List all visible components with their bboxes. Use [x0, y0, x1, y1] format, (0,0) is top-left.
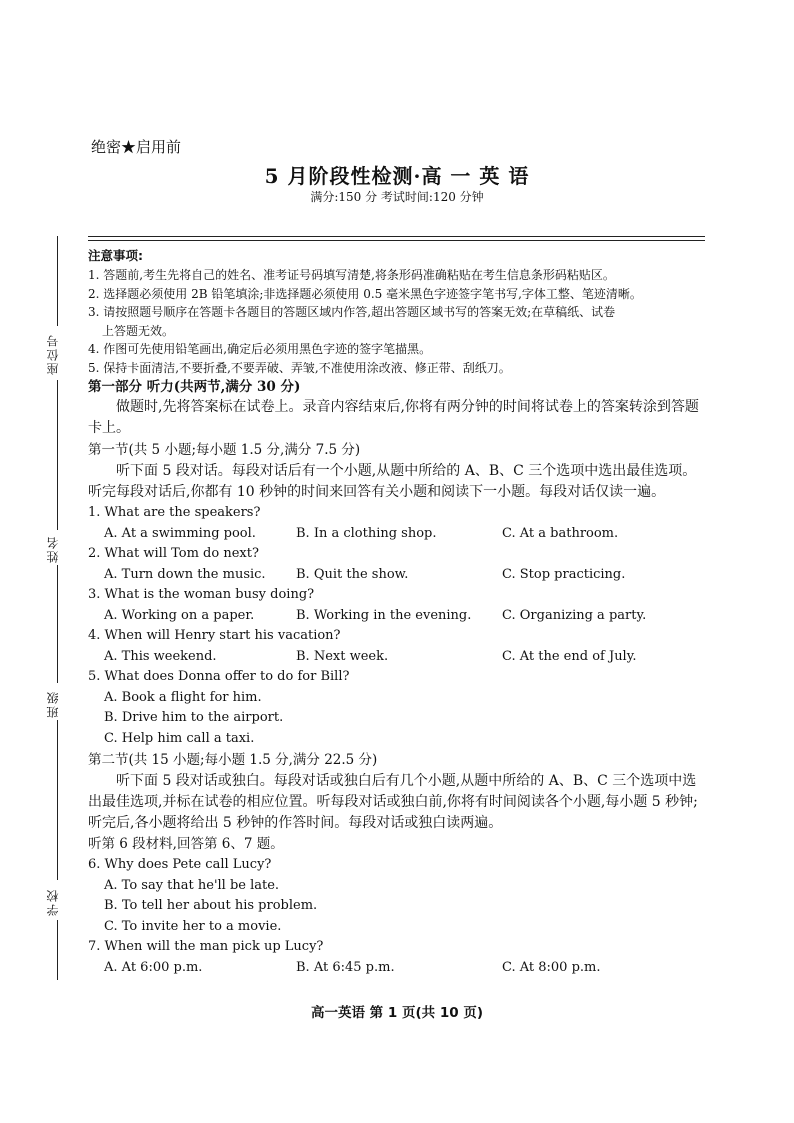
- header-rule-1: [88, 236, 705, 237]
- question-2-stem: 2. What will Tom do next?: [88, 546, 259, 561]
- notice-item-3: 3. 请按照题号顺序在答题卡各题目的答题区域内作答,超出答题区域书写的答案无效;在草稿纸、试卷: [88, 305, 616, 319]
- question-3-stem: 3. What is the woman busy doing?: [88, 587, 315, 602]
- question-6-stem: 6. Why does Pete call Lucy?: [88, 857, 272, 872]
- option-b: B. At 6:45 p.m.: [296, 959, 395, 975]
- binding-line-top: [57, 236, 58, 326]
- header-rule-2: [88, 240, 705, 241]
- notice-item-2: 2. 选择题必须使用 2B 铅笔填涂;非选择题必须使用 0.5 毫米黑色字迹签字笔书写,字体工整、笔迹清晰。: [88, 286, 642, 301]
- binding-line-seat: [57, 380, 58, 530]
- binding-line-school: [57, 920, 58, 980]
- name-label: 姓名: [46, 535, 60, 563]
- option-c: C. At the end of July.: [502, 648, 637, 664]
- part1-intro: 做题时,先将答案标在试卷上。录音内容结束后,你将有两分钟的时间将试卷上的答案转涂到答题卡上。: [88, 399, 699, 436]
- option-a: A. Book a flight for him.: [104, 689, 262, 705]
- class-label: 班级: [46, 690, 60, 718]
- section1-instructions: 听下面 5 段对话。每段对话后有一个小题,从题中所给的 A、B、C 三个选项中选出最佳选项。听完每段对话后,你都有 10 秒钟的时间来回答有关小题和阅读下一小题。每段对话仅读一遍。: [88, 463, 697, 500]
- option-a: A. At 6:00 p.m.: [104, 959, 203, 975]
- notice-item-1: 1. 答题前,考生先将自己的姓名、准考证号码填写清楚,将条形码准确粘贴在考生信息条形码粘贴区。: [88, 268, 615, 282]
- confidential-label: 绝密★启用前: [91, 138, 182, 156]
- question-4-options: [88, 647, 708, 668]
- option-b: B. Drive him to the airport.: [104, 710, 284, 725]
- option-a: A. Turn down the music.: [104, 566, 266, 582]
- school-label: 学校: [46, 888, 60, 916]
- section1-heading: 第一节(共 5 小题;每小题 1.5 分,满分 7.5 分): [88, 442, 361, 458]
- question-2-options: [88, 565, 708, 586]
- seat-number-label: 座位号: [46, 333, 60, 375]
- notice-title: 注意事项:: [88, 248, 143, 263]
- question-1-options: [88, 524, 708, 545]
- option-c: C. Organizing a party.: [502, 607, 647, 623]
- exam-content: [88, 246, 708, 978]
- option-b: B. Working in the evening.: [296, 607, 472, 623]
- option-c: C. At a bathroom.: [502, 525, 619, 541]
- option-b: B. Quit the show.: [296, 566, 409, 582]
- part1-heading: 第一部分 听力(共两节,满分 30 分): [88, 379, 301, 395]
- option-b: B. To tell her about his problem.: [104, 898, 318, 913]
- material-6-heading: 听第 6 段材料,回答第 6、7 题。: [88, 836, 284, 852]
- option-a: A. Working on a paper.: [104, 607, 255, 623]
- question-5-stem: 5. What does Donna offer to do for Bill?: [88, 669, 350, 684]
- question-1-stem: 1. What are the speakers?: [88, 505, 261, 520]
- option-c: C. At 8:00 p.m.: [502, 959, 601, 975]
- exam-title: 5 月阶段性检测·高 一 英 语: [264, 164, 530, 188]
- page-footer: 高一英语 第 1 页(共 10 页): [310, 1005, 484, 1021]
- notice-item-5: 5. 保持卡面清洁,不要折叠,不要弄破、弄皱,不准使用涂改液、修正带、刮纸刀。: [88, 360, 511, 375]
- option-c: C. Stop practicing.: [502, 566, 626, 582]
- option-a: A. This weekend.: [104, 648, 217, 664]
- section2-heading: 第二节(共 15 小题;每小题 1.5 分,满分 22.5 分): [88, 752, 378, 768]
- binding-line-name: [57, 565, 58, 683]
- option-c: C. To invite her to a movie.: [104, 918, 282, 934]
- option-b: B. In a clothing shop.: [296, 525, 437, 541]
- option-a: A. At a swimming pool.: [104, 525, 256, 541]
- notice-item-4: 4. 作图可先使用铅笔画出,确定后必须用黑色字迹的签字笔描黑。: [88, 342, 432, 356]
- option-a: A. To say that he'll be late.: [104, 877, 280, 893]
- option-b: B. Next week.: [296, 648, 389, 664]
- question-3-options: [88, 606, 708, 627]
- question-7-stem: 7. When will the man pick up Lucy?: [88, 939, 324, 954]
- exam-subtitle: 满分:150 分 考试时间:120 分钟: [310, 190, 484, 204]
- notice-item-3-cont: 上答题无效。: [102, 323, 175, 338]
- section2-instructions: 听下面 5 段对话或独白。每段对话或独白后有几个小题,从题中所给的 A、B、C 三个选项中选出最佳选项,并标在试卷的相应位置。听每段对话或独白前,你将有时间阅读各个小题,每小题 5 秒钟;听完后,各小题将给出 5 秒钟的作答时间。每段对话或独白读两遍。: [88, 773, 698, 831]
- question-4-stem: 4. When will Henry start his vacation?: [88, 628, 341, 643]
- question-7-options: [88, 958, 708, 979]
- binding-line-class: [57, 720, 58, 880]
- option-c: C. Help him call a taxi.: [104, 730, 255, 746]
